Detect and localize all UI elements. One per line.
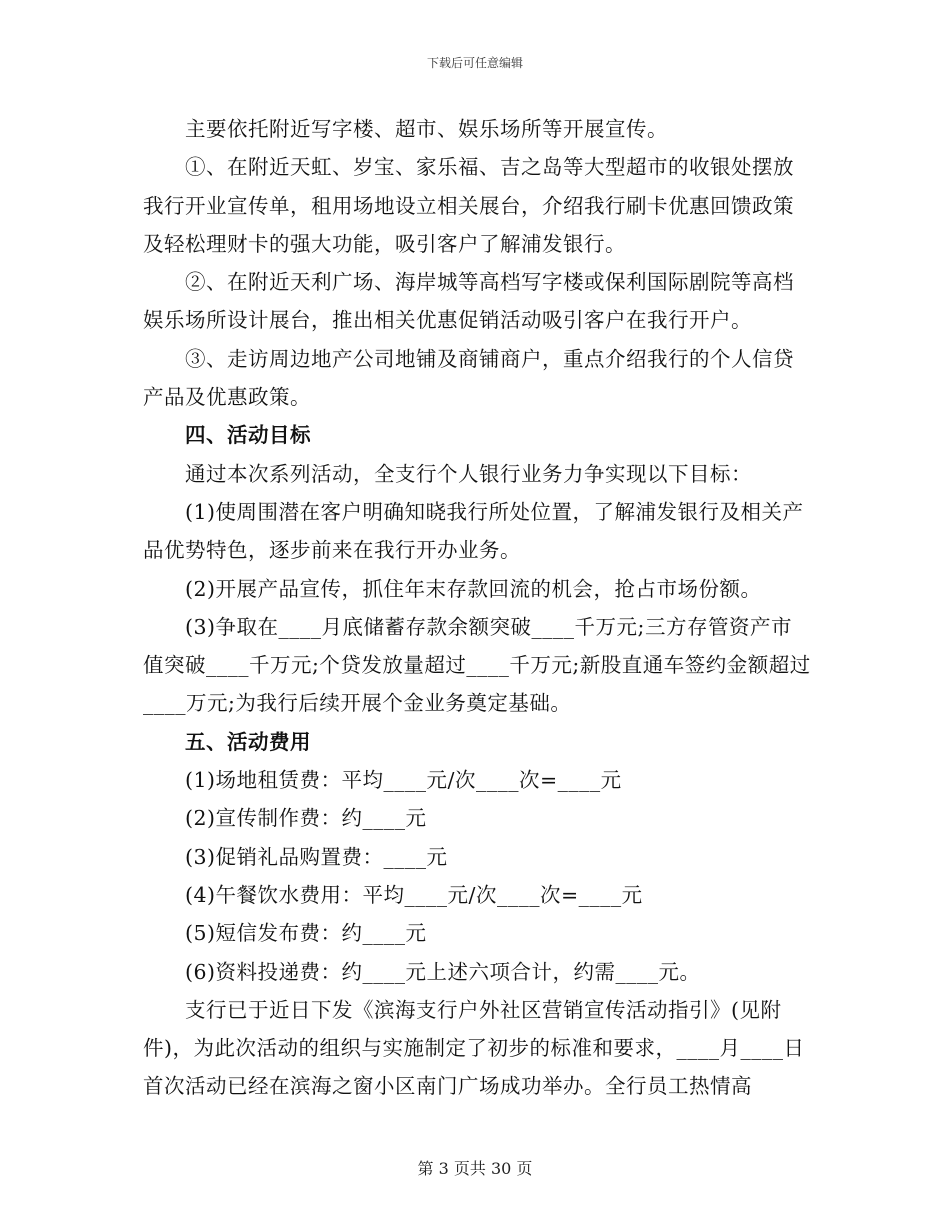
list-item: (6)资料投递费：约____元上述六项合计，约需____元。 [185,959,701,984]
paragraph: 主要依托附近写字楼、超市、娱乐场所等开展宣传。 [185,117,668,141]
section-heading: 五、活动费用 [185,729,311,754]
paragraph: (3)争取在____月底储蓄存款余额突破____千万元;三方存管资产市值突破____千万元;个贷发放量超过____千万元;新股直通车签约金额超过____万元;为我行后续开展个金业务奠定基础。 [143,614,811,716]
page-footer: 第 3 页共 30 页 [417,1159,533,1178]
document-body [143,110,811,1106]
list-item: (4)午餐饮水费用：平均____元/次____次=____元 [185,882,643,907]
paragraph: ③、走访周边地产公司地铺及商铺商户，重点介绍我行的个人信贷产品及优惠政策。 [143,346,794,410]
paragraph: (2)开展产品宣传，抓住年末存款回流的机会，抢占市场份额。 [185,576,762,601]
list-item: (5)短信发布费：约____元 [185,921,427,946]
list-item: (2)宣传制作费：约____元 [185,806,427,831]
paragraph: (1)使周围潜在客户明确知晓我行所处位置，了解浦发银行及相关产品优势特色，逐步前来在我行开办业务。 [143,499,804,563]
page-header: 下载后可任意编辑 [426,56,523,70]
paragraph: 支行已于近日下发《滨海支行户外社区营销宣传活动指引》(见附件)，为此次活动的组织与实施制定了初步的标准和要求，____月____日首次活动已经在滨海之窗小区南门广场成功举办。全行员工热情高 [143,997,805,1099]
section-heading: 四、活动目标 [185,423,311,448]
list-item: (3)促销礼品购置费：____元 [185,844,448,869]
paragraph: 通过本次系列活动，全支行个人银行业务力争实现以下目标： [185,461,752,486]
paragraph: ①、在附近天虹、岁宝、家乐福、吉之岛等大型超市的收银处摆放我行开业宣传单，租用场地设立相关展台，介绍我行刷卡优惠回馈政策及轻松理财卡的强大功能，吸引客户了解浦发银行。 [143,155,794,256]
list-item: (1)场地租赁费：平均____元/次____次=____元 [185,768,622,793]
paragraph: ②、在附近天利广场、海岸城等高档写字楼或保利国际剧院等高档娱乐场所设计展台，推出相关优惠促销活动吸引客户在我行开户。 [143,270,794,333]
